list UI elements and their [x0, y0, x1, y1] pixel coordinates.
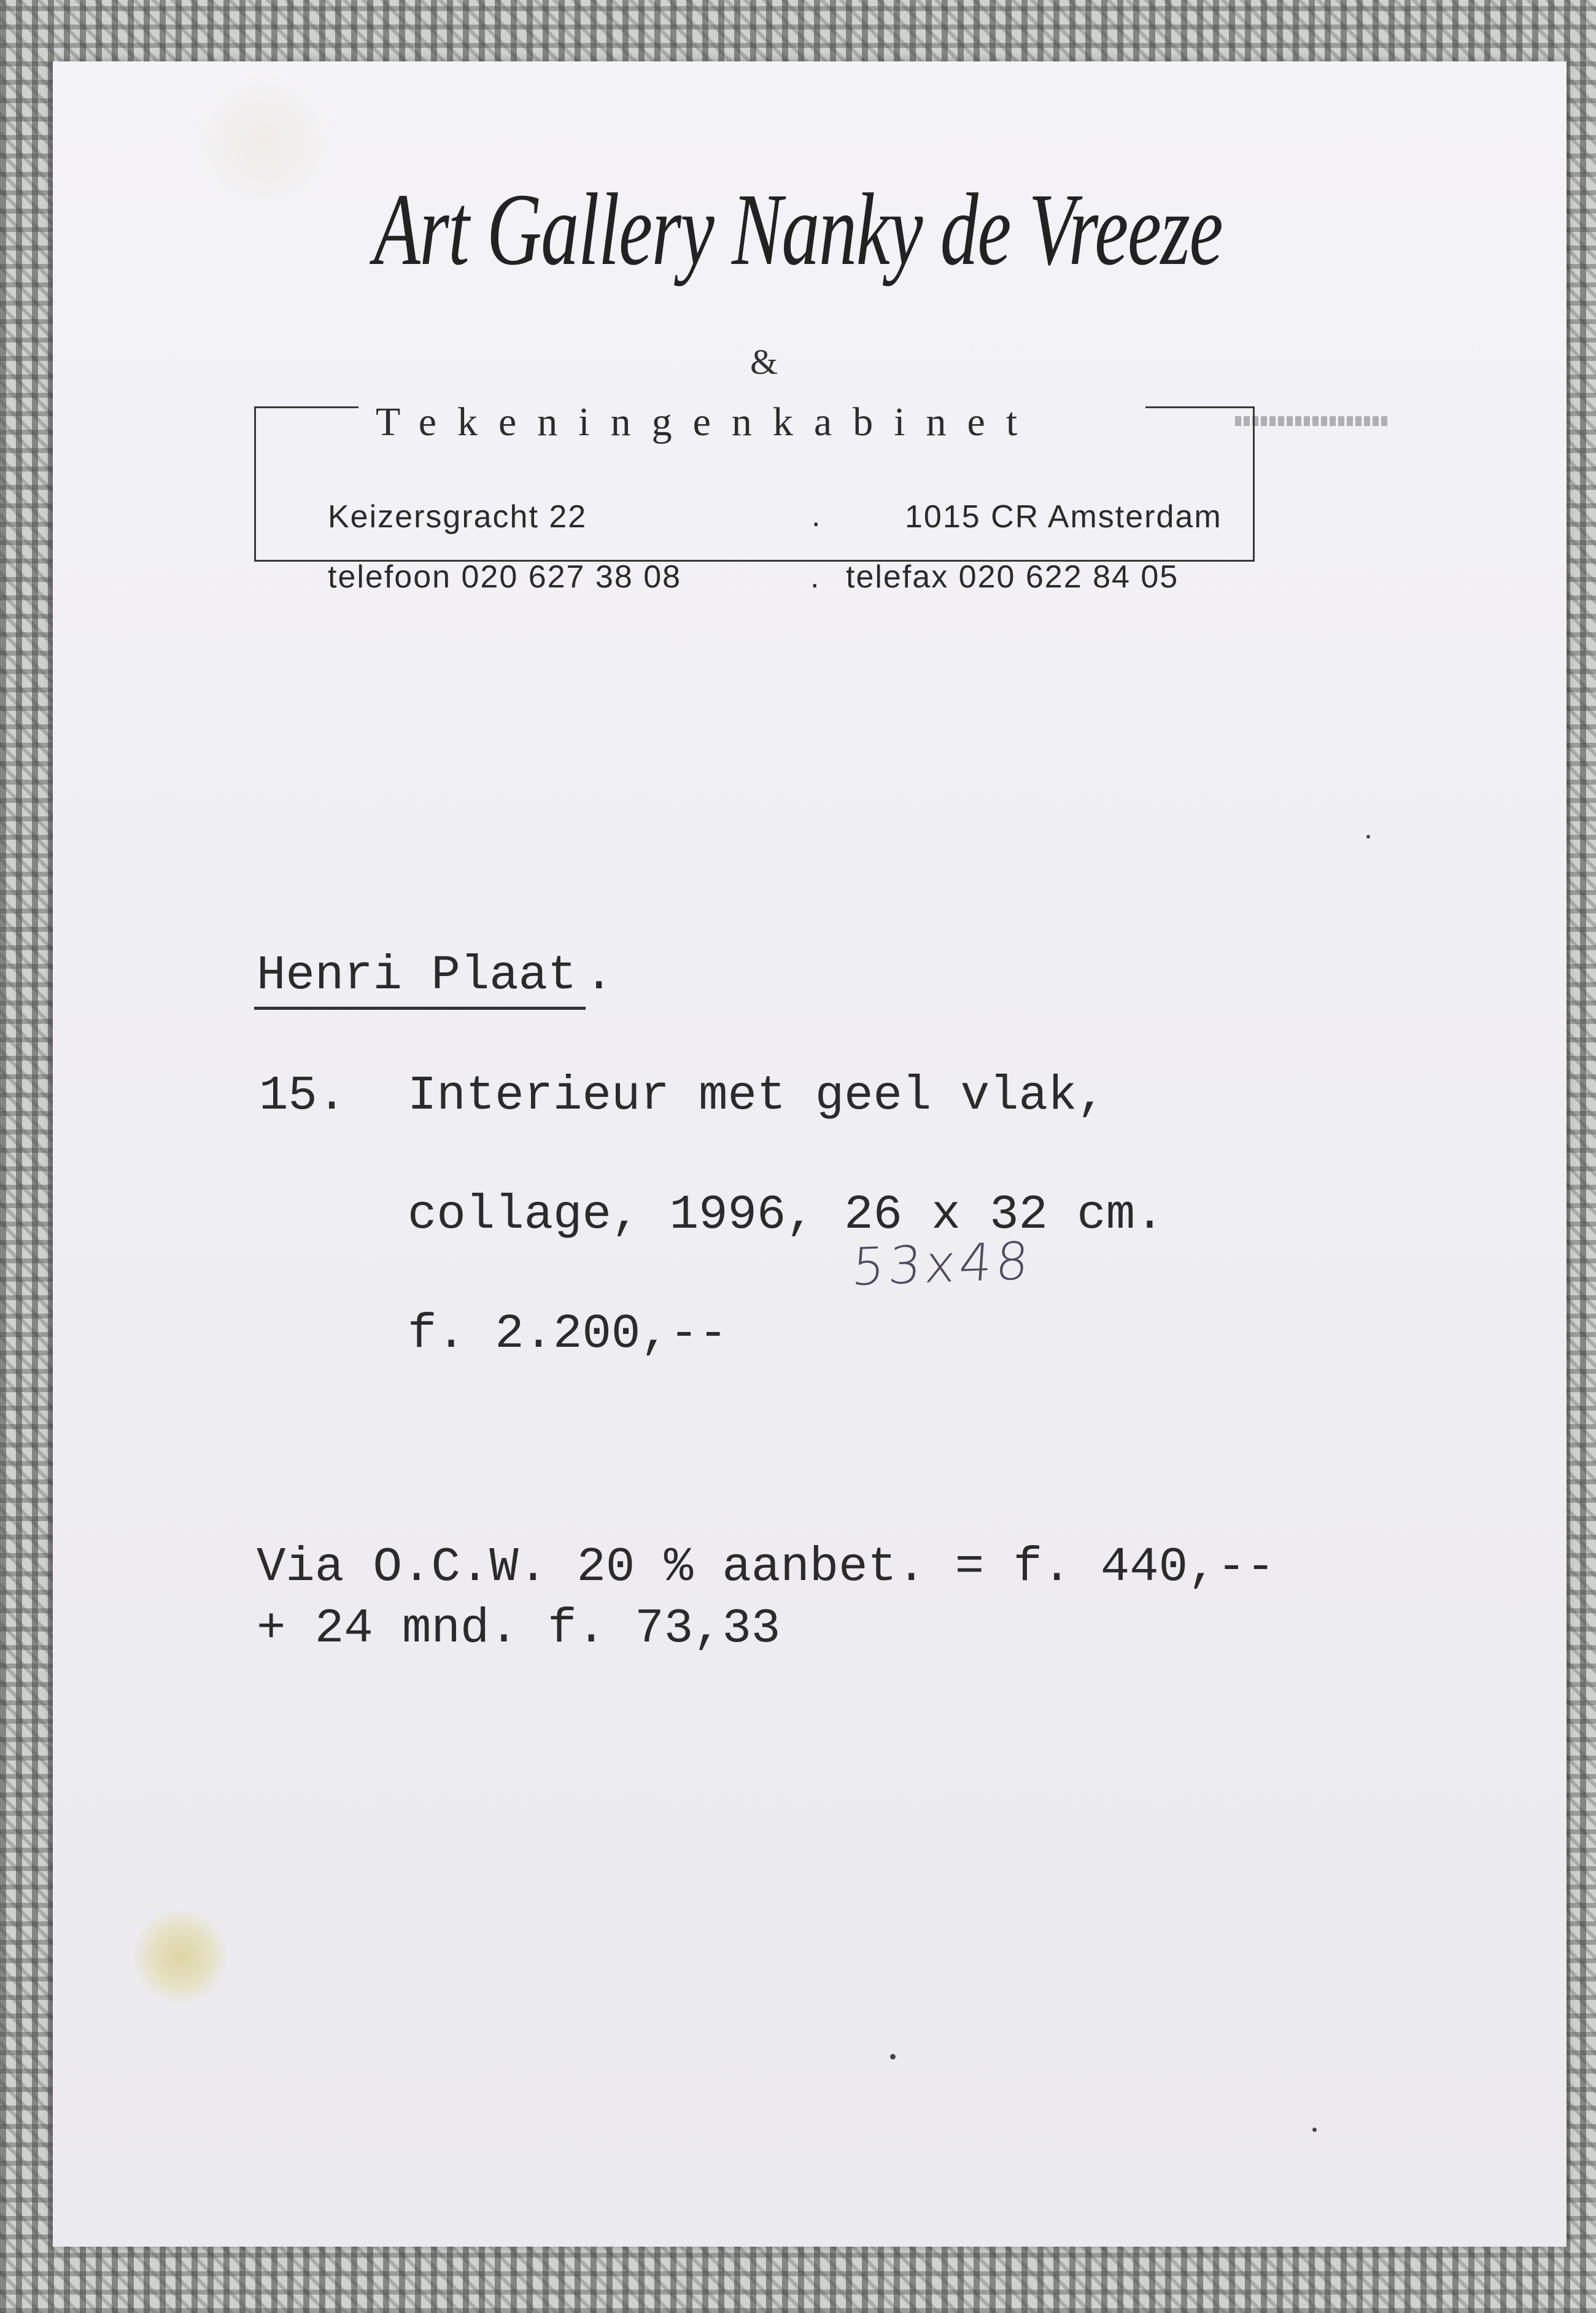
payment-line-2: + 24 mnd. f. 73,33: [257, 1601, 781, 1656]
ink-speck: [890, 2054, 896, 2059]
gallery-name: Art Gallery Nanky de Vreeze: [373, 172, 1223, 287]
paper-sheet: [53, 61, 1567, 2247]
artwork-details: collage, 1996, 26 x 32 cm.: [408, 1187, 1164, 1242]
payment-line-1: Via O.C.W. 20 % aanbet. = f. 440,--: [257, 1540, 1276, 1595]
artist-underline: [254, 1007, 586, 1010]
address-city: 1015 CR Amsterdam: [905, 499, 1222, 535]
ink-speck: [1312, 2128, 1317, 2132]
address-separator: .: [812, 498, 822, 533]
ampersand: &: [750, 342, 778, 382]
address-separator: .: [810, 559, 821, 595]
address-fax: telefax 020 622 84 05: [846, 559, 1179, 595]
paper-stain: [131, 1910, 230, 2002]
address-phone: telefoon 020 627 38 08: [328, 559, 682, 595]
artist-name: Henri Plaat: [257, 948, 577, 1003]
handwritten-dimensions: 53x48: [850, 1230, 1034, 1298]
artwork-price: f. 2.200,--: [408, 1306, 728, 1362]
gallery-subtitle: Tekeningenkabinet: [376, 400, 1039, 444]
artist-period: .: [584, 948, 614, 1003]
ink-smudge: [1235, 416, 1389, 426]
artwork-title: Interieur met geel vlak,: [408, 1068, 1106, 1123]
ink-speck: [1366, 835, 1370, 839]
item-number: 15.: [259, 1068, 347, 1123]
address-street: Keizersgracht 22: [328, 499, 587, 535]
address-box: [254, 406, 1255, 562]
